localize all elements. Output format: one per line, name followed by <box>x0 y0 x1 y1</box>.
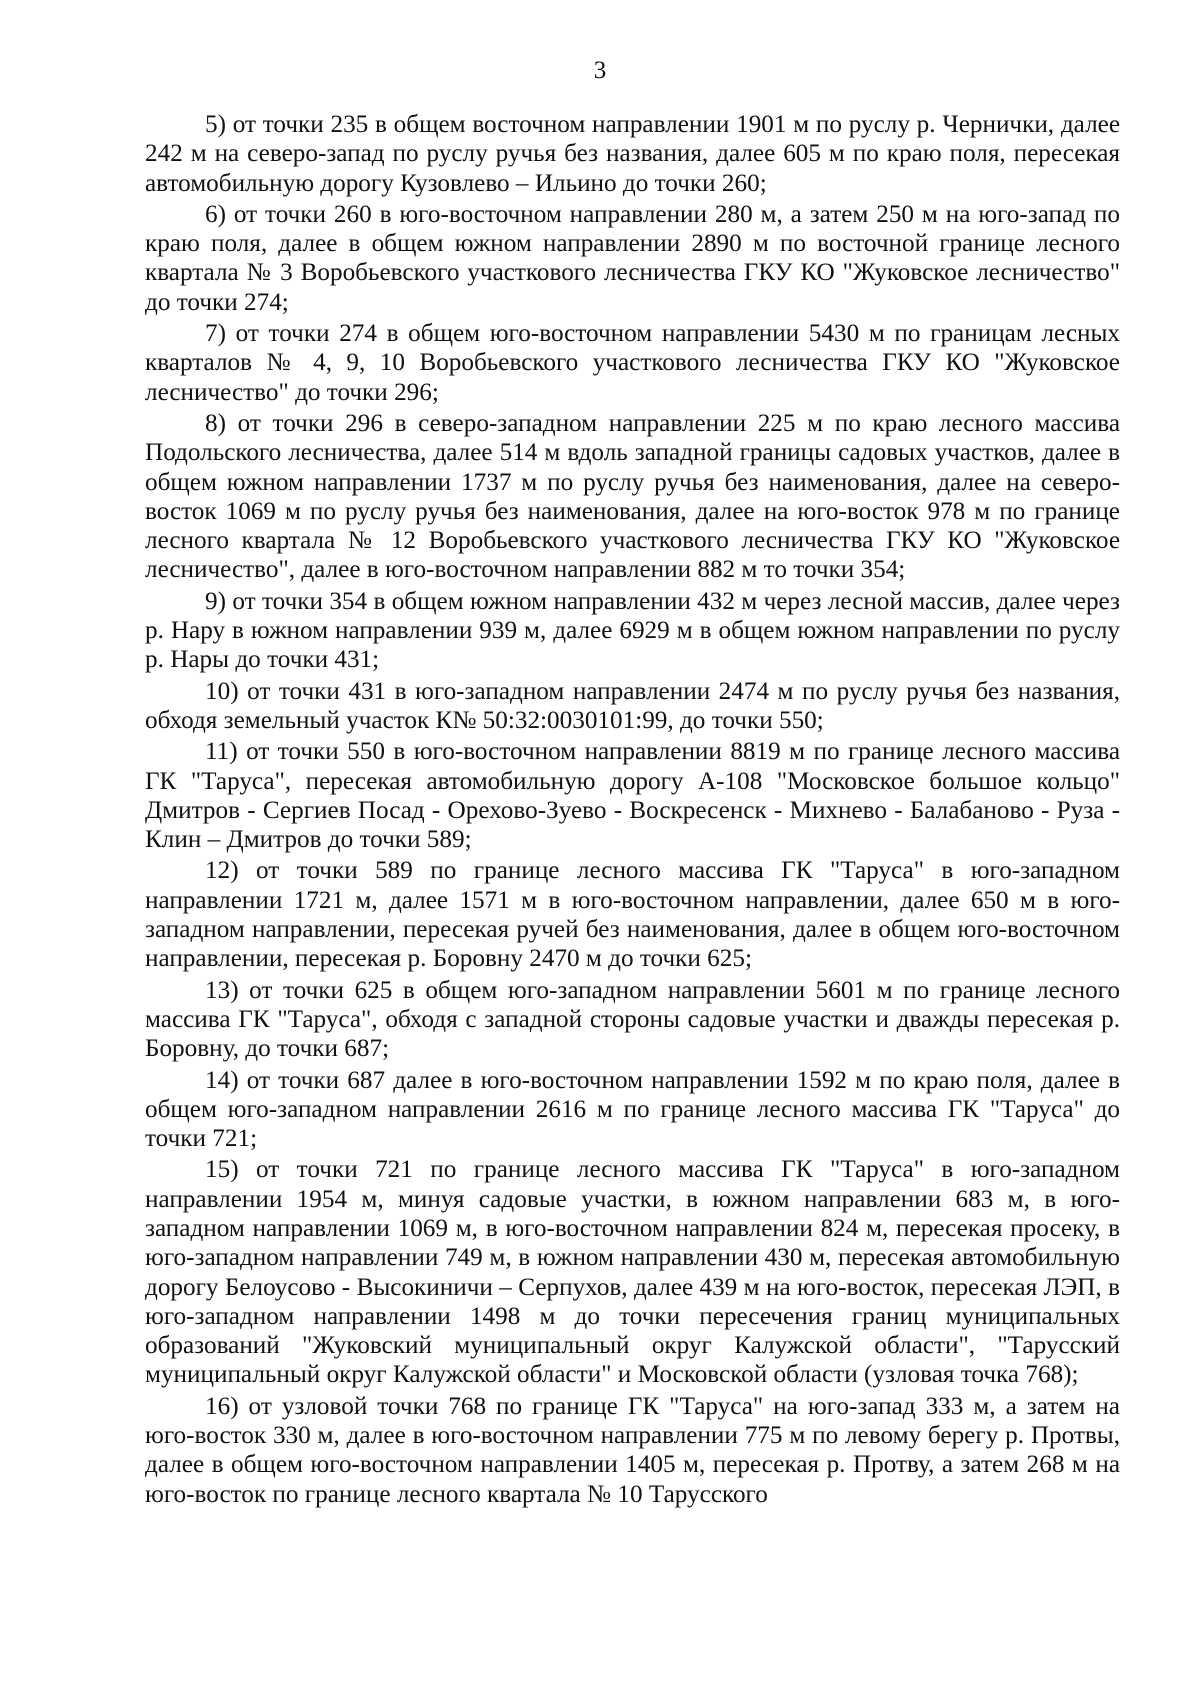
paragraph-item-14: 14) от точки 687 далее в юго-восточном направлении 1592 м по краю поля, далее в общем юго-западном направлении 2616 м по границе лесного массива ГК "Таруса" до точки 721; <box>145 1066 1120 1153</box>
document-body <box>145 110 1120 1511</box>
paragraph-item-6: 6) от точки 260 в юго-восточном направлении 280 м, а затем 250 м на юго-запад по краю поля, далее в общем южном направлении 2890 м по восточной границе лесного квартала № 3 Воробьевского участкового лесничества ГКУ КО "Жуковское лесничество" до точки 274; <box>145 200 1120 316</box>
paragraph-item-12: 12) от точки 589 по границе лесного массива ГК "Таруса" в юго-западном направлении 1721 м, далее 1571 м в юго-восточном направлении, далее 650 м в юго-западном направлении, пересекая ручей без наименования, далее в общем юго-восточном направлении, пересекая р. Боровну 2470 м до точки 625; <box>145 857 1120 973</box>
paragraph-item-16: 16) от узловой точки 768 по границе ГК "Таруса" на юго-запад 333 м, а затем на юго-восток 330 м, далее в юго-восточном направлении 775 м по левому берегу р. Протвы, далее в общем юго-восточном направлении 1405 м, пересекая р. Протву, а затем 268 м на юго-восток по границе лесного квартала № 10 Тарусского <box>145 1392 1120 1508</box>
paragraph-item-13: 13) от точки 625 в общем юго-западном направлении 5601 м по границе лесного массива ГК "Таруса", обходя с западной стороны садовые участки и дважды пересекая р. Боровну, до точки 687; <box>145 976 1120 1063</box>
paragraph-item-8: 8) от точки 296 в северо-западном направлении 225 м по краю лесного массива Подольского лесничества, далее 514 м вдоль западной границы садовых участков, далее в общем южном направлении 1737 м по руслу ручья без наименования, далее на северо-восток 1069 м по руслу ручья без наименования, далее на юго-восток 978 м по границе лесного квартала № 12 Воробьевского участкового лесничества ГКУ КО "Жуковское лесничество", далее в юго-восточном направлении 882 м то точки 354; <box>145 409 1120 584</box>
paragraph-item-7: 7) от точки 274 в общем юго-восточном направлении 5430 м по границам лесных кварталов № 4, 9, 10 Воробьевского участкового лесничества ГКУ КО "Жуковское лесничество" до точки 296; <box>145 320 1120 406</box>
paragraph-item-5: 5) от точки 235 в общем восточном направлении 1901 м по руслу р. Чернички, далее 242 м на северо-запад по руслу ручья без названия, далее 605 м по краю поля, пересекая автомобильную дорогу Кузовлево – Ильино до точки 260; <box>145 111 1120 197</box>
paragraph-item-15: 15) от точки 721 по границе лесного массива ГК "Таруса" в юго-западном направлении 1954 м, минуя садовые участки, в южном направлении 683 м, в юго-западном направлении 1069 м, в юго-восточном направлении 824 м, пересекая просеку, в юго-западном направлении 749 м, в южном направлении 430 м, пересекая автомобильную дорогу Белоусово - Высокиничи – Серпухов, далее 439 м на юго-восток, пересекая ЛЭП, в юго-западном направлении 1498 м до точки пересечения границ муниципальных образований "Жуковский муниципальный округ Калужской области", "Тарусский муниципальный округ Калужской области" и Московской области (узловая точка 768); <box>145 1156 1120 1389</box>
paragraph-item-11: 11) от точки 550 в юго-восточном направлении 8819 м по границе лесного массива ГК "Таруса", пересекая автомобильную дорогу А-108 "Московское большое кольцо" Дмитров - Сергиев Посад - Орехово-Зуево - Воскресенск - Михнево - Балабаново - Руза - Клин – Дмитров до точки 589; <box>145 738 1120 854</box>
paragraph-item-10: 10) от точки 431 в юго-западном направлении 2474 м по руслу ручья без названия, обходя земельный участок К№ 50:32:0030101:99, до точки 550; <box>145 677 1120 734</box>
paragraph-item-9: 9) от точки 354 в общем южном направлении 432 м через лесной массив, далее через р. Нару в южном направлении 939 м, далее 6929 м в общем южном направлении по руслу р. Нары до точки 431; <box>145 587 1120 674</box>
page-number: 3 <box>593 57 607 84</box>
